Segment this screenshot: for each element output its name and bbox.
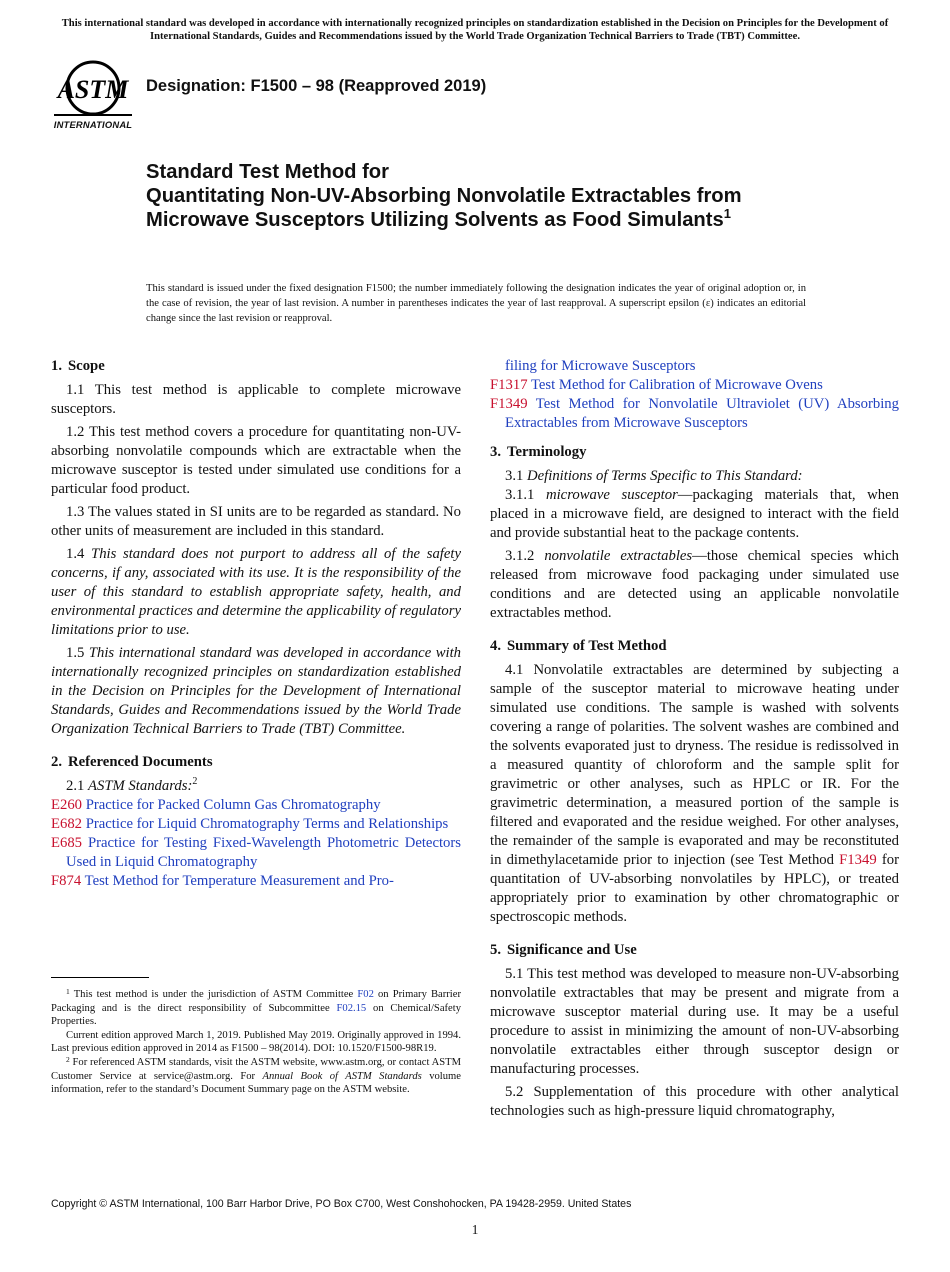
ref-e685[interactable]: E685 Practice for Testing Fixed-Wavelength Photometric Detectors Used in Liquid Chromatography xyxy=(51,835,461,870)
ref-f874[interactable]: F874 Test Method for Temperature Measurement and Pro- xyxy=(51,873,394,889)
scope-1-4: 1.4 This standard does not purport to address all of the safety concerns, if any, associated with its use. It is the responsibility of the user of this standard to establish appropriate safety, health, and environmental practices and determine the applicability of regulatory limitations prior to use. xyxy=(51,546,462,638)
page-number: 1 xyxy=(471,1222,479,1237)
scope-1-2: 1.2 This test method covers a procedure for quantitating non-UV-absorbing nonvolatile compounds which are extractable when the microwave susceptor is tested under simulated use conditions for a particular food product. xyxy=(51,424,461,497)
section-heading-summary: 4. Summary of Test Method xyxy=(490,638,667,654)
issue-note: This standard is issued under the fixed designation F1500; the number immediately following the designation indicates the year of original adoption or, in the case of revision, the year of last revision. A number in parentheses indicates the year of last reapproval. A superscript epsilon (ε) indicates an editorial change since the last revision or reapproval. xyxy=(146,283,806,324)
terminology-3-1: 3.1 Definitions of Terms Specific to This Standard: xyxy=(505,468,803,484)
logo-wordmark: INTERNATIONAL xyxy=(53,119,133,130)
scope-1-1: 1.1 This test method is applicable to complete microwave susceptors. xyxy=(51,382,461,417)
title-main xyxy=(146,184,806,232)
section-heading-scope: 1. Scope xyxy=(51,358,105,374)
scope-1-5: 1.5 This international standard was developed in accordance with internationally recognized principles on standardization established in the Decision on Principles for the Development of International Standards, Guides and Recommendations issued by the World Trade Organization Technical Barriers to Trade (TBT) Committee. xyxy=(51,645,461,737)
copyright: Copyright © ASTM International, 100 Barr Harbor Drive, PO Box C700, West Conshohocken, PA 19428-2959. United States xyxy=(51,1198,632,1210)
section-heading-terminology: 3. Terminology xyxy=(490,444,587,460)
terminology-3-1-2: 3.1.2 nonvolatile extractables—those chemical species which released from microwave food packaging under simulated use conditions and are detected using an applicable nonvolatile extractables method. xyxy=(490,548,899,621)
designation: Designation: F1500 – 98 (Reapproved 2019) xyxy=(146,77,487,95)
referenced-2-1: 2.1 ASTM Standards:$^2$ xyxy=(66,776,198,794)
significance-5-2: 5.2 Supplementation of this procedure with other analytical technologies such as high-pressure liquid chromatography, xyxy=(490,1084,899,1119)
link-f02[interactable]: F02 xyxy=(357,989,374,1000)
link-f1349[interactable]: F1349 xyxy=(839,852,877,868)
section-heading-referenced-documents: 2. Referenced Documents xyxy=(51,754,213,770)
footnote-1: $^1$ This test method is under the jurisdiction of ASTM Committee F02 on Primary Barrier Packaging and is the direct responsibility of Subcommittee F02.15 on Chemical/Safety Properties. xyxy=(51,987,461,1028)
right-column xyxy=(490,357,899,1125)
ref-e682[interactable]: E682 Practice for Liquid Chromatography Terms and Relationships xyxy=(51,816,449,832)
title-line-1: Standard Test Method for xyxy=(146,161,389,183)
ref-e260[interactable]: E260 Practice for Packed Column Gas Chromatography xyxy=(51,797,381,813)
top-notice: This international standard was developed in accordance with internationally recognized principles on standardization established in the Decision on Principles for the Development of International Standards, Guides and Recommendations issued by the World Trade Organization Technical Barriers to Trade (TBT) Committee. xyxy=(61,18,889,42)
ref-f1349[interactable]: F1349 Test Method for Nonvolatile Ultraviolet (UV) Absorbing Extractables from Microwave Susceptors xyxy=(490,396,899,431)
scope-1-3: 1.3 The values stated in SI units are to be regarded as standard. No other units of measurement are included in this standard. xyxy=(51,504,461,539)
summary-4-1: 4.1 Nonvolatile extractables are determined by subjecting a sample of the susceptor material to microwave heating under simulated use conditions. The sample is washed with solvents covering a range of polarities. The solvent washes are combined and the solvents evaporated just to dryness. The residue is redissolved in a measured quantity of chloroform and the sample split for gravimetric or other analyses, such as HPLC or IR. For the gravimetric determination, a measured portion of the sample is filtered and evaporated and the residue weighed. For other analyses, the remainder of the sample is evaporated and may be reconstituted in dimethylacetamide prior to injection (see Test Method F1349 for quantitation of UV-absorbing nonvolatiles by HPLC), or treated appropriately prior to examination by other chromatographic or spectroscopic methods. xyxy=(490,662,899,925)
footnote-divider xyxy=(51,977,149,978)
terminology-3-1-1: 3.1.1 microwave susceptor—packaging materials that, when placed in a microwave field, are designed to interact with the field and provide substantial heat to the package contents. xyxy=(490,487,899,541)
title-footnote-marker: 1 xyxy=(723,206,731,222)
logo-mark: ASTM xyxy=(57,75,129,104)
ref-f1317[interactable]: F1317 Test Method for Calibration of Microwave Ovens xyxy=(490,377,823,393)
section-heading-significance: 5. Significance and Use xyxy=(490,942,637,958)
ref-f874-continued[interactable]: filing for Microwave Susceptors xyxy=(505,358,696,374)
left-column xyxy=(51,357,461,891)
title-rest: Quantitating Non-UV-Absorbing Nonvolatile Extractables from Microwave Susceptors Utilizing Solvents as Food Simulants xyxy=(146,185,742,232)
footnote-2: $^2$ For referenced ASTM standards, visit the ASTM website, www.astm.org, or contact ASTM Customer Service at service@astm.org. For Annual Book of ASTM Standards volume information, refer to the standard’s Document Summary page on the ASTM website. xyxy=(51,1054,462,1096)
significance-5-1: 5.1 This test method was developed to measure non-UV-absorbing nonvolatile extractables that may be present and migrate from a microwave susceptor material during use. It may be a useful procedure to assist in minimizing the amount of non-UV-absorbing nonvolatile extractables either through susceptor design or manufacturing processes. xyxy=(490,966,899,1077)
footnote-1-edition: Current edition approved March 1, 2019. Published May 2019. Originally approved in 1994. Last previous edition approved in 2014 as F1500 – 98(2014). DOI: 10.1520/F1500-98R19. xyxy=(51,1029,461,1055)
footnotes xyxy=(51,988,461,1097)
document-title xyxy=(146,160,806,233)
link-f02-15[interactable]: F02.15 xyxy=(336,1002,367,1014)
